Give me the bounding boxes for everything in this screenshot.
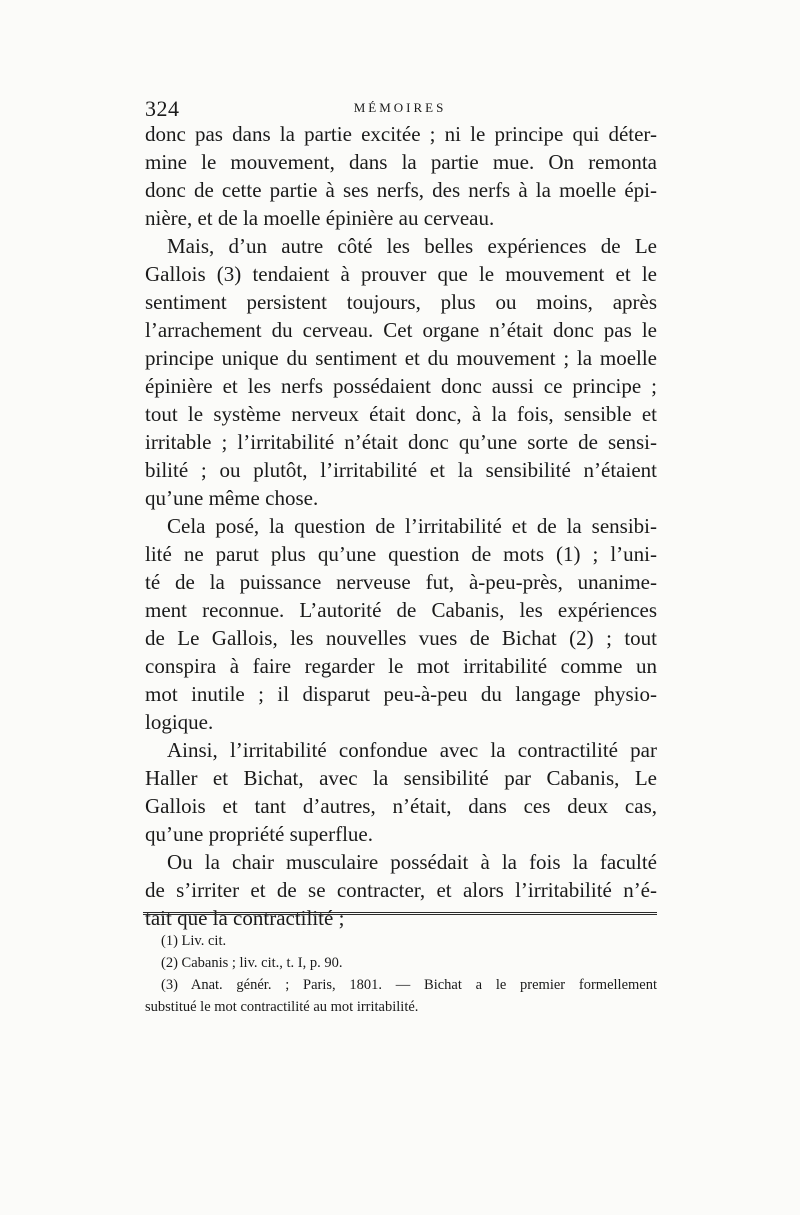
text-line: Ainsi, l’irritabilité confondue avec la contractilité par — [167, 738, 657, 762]
text-line: Haller et Bichat, avec la sensibilité par Cabanis, Le — [145, 766, 657, 790]
text-line: Ou la chair musculaire possédait à la fois la faculté — [167, 850, 657, 874]
text-line: Mais, d’un autre côté les belles expériences de Le — [167, 234, 657, 258]
footnotes — [145, 930, 657, 1018]
text-line: qu’une propriété superflue. — [145, 822, 373, 846]
text-line: donc pas dans la partie excitée ; ni le principe qui déter- — [145, 122, 657, 146]
text-line: tout le système nerveux était donc, à la fois, sensible et — [145, 402, 657, 426]
text-line: mine le mouvement, dans la partie mue. On remonta — [145, 150, 657, 174]
page-header — [145, 96, 655, 122]
text-line: Gallois (3) tendaient à prouver que le mouvement et le — [145, 262, 657, 286]
text-line: Cela posé, la question de l’irritabilité et de la sensibi- — [167, 514, 657, 538]
text-line: de Le Gallois, les nouvelles vues de Bichat (2) ; tout — [145, 626, 657, 650]
text-line: Gallois et tant d’autres, n’était, dans ces deux cas, — [145, 794, 657, 818]
footnote-2: (2) Cabanis ; liv. cit., t. I, p. 90. — [161, 955, 343, 971]
footnote-1: (1) Liv. cit. — [161, 933, 227, 949]
text-line: bilité ; ou plutôt, l’irritabilité et la sensibilité n’étaient — [145, 458, 657, 482]
text-line: lité ne parut plus qu’une question de mots (1) ; l’uni- — [145, 542, 657, 566]
text-line: qu’une même chose. — [145, 486, 319, 510]
text-line: l’arrachement du cerveau. Cet organe n’était donc pas le — [145, 318, 657, 342]
text-line: mot inutile ; il disparut peu-à-peu du langage physio- — [145, 682, 657, 706]
footnote-3-continued: substitué le mot contractilité au mot irritabilité. — [145, 999, 419, 1015]
text-line: conspira à faire regarder le mot irritabilité comme un — [145, 654, 657, 678]
text-line: nière, et de la moelle épinière au cerveau. — [145, 206, 495, 230]
running-title: MÉMOIRES — [353, 100, 447, 115]
text-line: donc de cette partie à ses nerfs, des nerfs à la moelle épi- — [145, 178, 657, 202]
text-line: principe unique du sentiment et du mouvement ; la moelle — [145, 346, 657, 370]
text-line: té de la puissance nerveuse fut, à-peu-près, unanime- — [145, 570, 657, 594]
text-line: irritable ; l’irritabilité n’était donc qu’une sorte de sensi- — [145, 430, 657, 454]
body-text — [145, 120, 657, 932]
text-line: ment reconnue. L’autorité de Cabanis, les expériences — [145, 598, 657, 622]
page-number: 324 — [145, 96, 180, 121]
text-line: logique. — [145, 710, 214, 734]
footnote-rule — [143, 912, 657, 915]
text-line: de s’irriter et de se contracter, et alors l’irritabilité n’é- — [145, 878, 657, 902]
text-line: épinière et les nerfs possédaient donc aussi ce principe ; — [145, 374, 657, 398]
text-line: sentiment persistent toujours, plus ou moins, après — [145, 290, 657, 314]
text-line: tait que la contractilité ; — [145, 906, 345, 930]
footnote-3: (3) Anat. génér. ; Paris, 1801. — Bichat a le premier formellement — [161, 977, 657, 993]
